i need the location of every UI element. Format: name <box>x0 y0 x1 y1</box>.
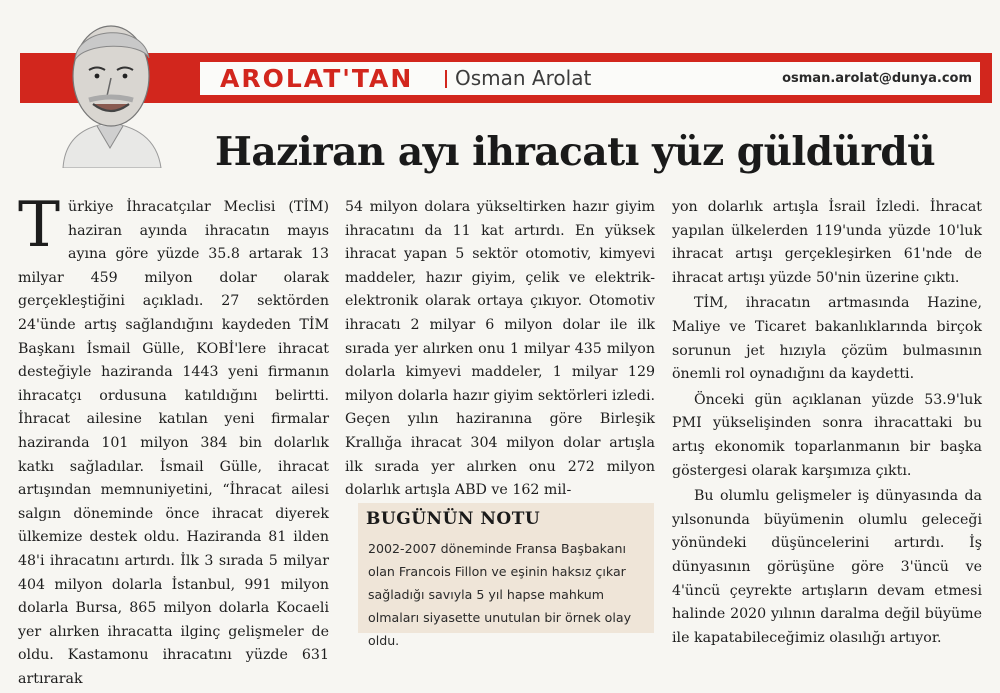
article-paragraph: yon dolarlık artışla İsrail İzledi. İhracat yapılan ülkelerden 119'unda yüzde 10'luk ihracat artışı gerçekleşirken 61'nde de ihracat artışı yüzde 50'nin üzerine çıktı. <box>672 199 982 286</box>
article-column-1 <box>18 188 329 693</box>
note-title: BUGÜNÜN NOTU <box>366 509 541 529</box>
banner-strip <box>200 62 980 95</box>
article-paragraph <box>18 188 329 691</box>
author-email[interactable]: osman.arolat@dunya.com <box>782 71 972 86</box>
drop-cap: T <box>18 188 61 261</box>
article-paragraph: Önceki gün açıklanan yüzde 53.9'luk PMI yükselişinden sonra ihracattaki bu artış ekonomik toparlanmanın bir başka göstergesi olarak karşımıza çıktı. <box>672 391 982 479</box>
paragraph-text: ürkiye İhracatçılar Meclisi (TİM) haziran ayında ihracatın mayıs ayına göre yüzde 35.8 artarak 13 milyar 459 milyon dolar olarak gerçekleştiğini açıkladı. 27 sektörden 24'ünde artış sağlandığını kaydeden TİM Başkanı İsmail Gülle, KOBİ'lere ihracat desteğiyle haziranda 1443 yeni firmanın ihracatçı ordusuna katıldığını belirtti. İhracat ailesine katılan yeni firmalar haziranda 101 milyon 384 bin dolarlık katkı sağladılar. İsmail Gülle, ihracat artışından memnuniyetini, “İhracat ailesi salgın döneminde önce ihracat diyerek ülkemize destek oldu. Haziranda 81 ilden 48'i ihracatını artırdı. İlk 3 sırada 5 milyar 404 milyon dolarla İstanbul, 991 milyon dolarla Bursa, 865 milyon dolarla Kocaeli yer alırken ihracatta ilginç gelişmeler de oldu. Kastamonu ihracatını yüzde 631 artırarak <box>18 199 329 687</box>
article-headline: Haziran ayı ihracatı yüz güldürdü <box>215 129 936 175</box>
note-body: 2002-2007 döneminde Fransa Başbakanı olan Francois Fillon ve eşinin haksız çıkar sağladığı savıyla 5 yıl hapse mahkum olmaları siyasette unutulan bir örnek olay oldu. <box>368 541 632 648</box>
author-name: Osman Arolat <box>455 66 592 90</box>
article-paragraph: Bu olumlu gelişmeler iş dünyasında da yılsonunda büyümenin olumlu geleceği yönündeki düşüncelerini artırdı. İş dünyasının görüşüne göre 3'üncü ve 4'üncü çeyrekte artışların devam etmesi halinde 2020 yılının daralma değil büyüme ile kapatabileceğimiz olasılığı artıyor. <box>672 488 982 646</box>
author-portrait <box>45 8 175 168</box>
article-column-3 <box>672 196 982 652</box>
banner-divider <box>445 70 447 88</box>
article-paragraph: 54 milyon dolara yükseltirken hazır giyim ihracatını da 11 kat artırdı. En yüksek ihracat yapan 5 sektör otomotiv, kimyevi maddeler, hazır giyim, çelik ve elektrik-elektronik olarak ortaya çıkıyor. Otomotiv ihracatı 2 milyar 6 milyon dolar ile ilk sırada yer alırken onu 1 milyar 435 milyon dolarla kimyevi maddeler, 1 milyar 129 milyon dolarla hazır giyim sektörleri izledi. Geçen yılın haziranına göre Birleşik Krallığa ihracat 304 milyon dolar artışla ilk sırada yer alırken onu 272 milyon dolarlık artışla ABD ve 162 mil- <box>345 199 655 499</box>
column-name: AROLAT'TAN <box>220 64 414 93</box>
article-column-2 <box>345 196 655 505</box>
todays-note-box <box>358 503 654 648</box>
article-paragraph: TİM, ihracatın artmasında Hazine, Maliye ve Ticaret bakanlıklarında birçok sorunun jet hızıyla çözüm bulmasının önemli rol oynadığını da kaydetti. <box>672 295 982 383</box>
